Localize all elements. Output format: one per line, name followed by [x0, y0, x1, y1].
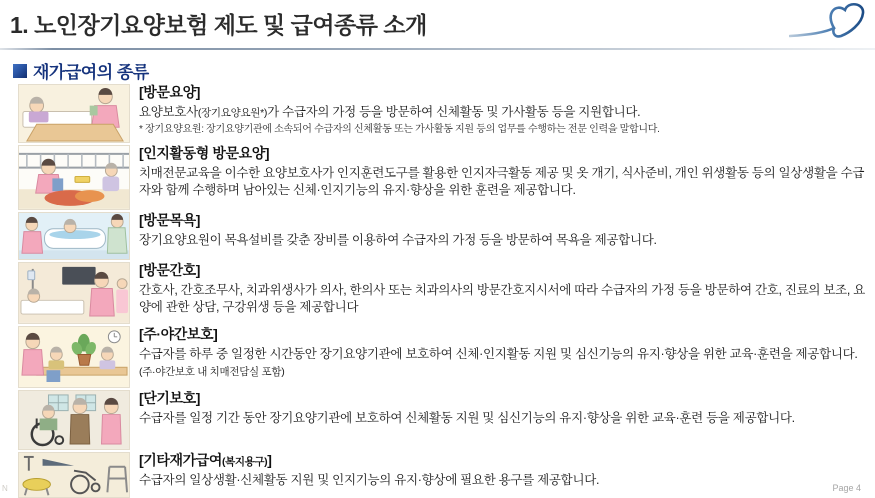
benefit-title: [인지활동형 방문요양]	[139, 145, 270, 161]
page-title: 1. 노인장기요양보험 제도 및 급여종류 소개	[10, 12, 427, 38]
benefit-description: 간호사, 간호조무사, 치과위생사가 의사, 한의사 또는 치과의사의 방문간호지시서에 따라 수급자의 가정 등을 방문하여 간호, 진료의 보조, 요양에 관한 상담, 구강위생 등을 제공합니다	[139, 283, 866, 314]
home-benefit-list	[18, 84, 869, 497]
benefit-title: [방문요양]	[139, 84, 201, 100]
benefit-row-cognitive-care	[18, 145, 869, 209]
title-divider	[0, 48, 875, 50]
benefit-title: [주·야간보호]	[139, 326, 218, 342]
heart-ribbon-icon	[789, 1, 875, 53]
benefit-title: [방문목욕]	[139, 212, 201, 228]
short-term-care-illustration	[18, 390, 130, 450]
benefit-description: 요양보호사(장기요양요원*)가 수급자의 가정 등을 방문하여 신체활동 및 가사활동 등을 지원합니다.	[139, 105, 641, 119]
benefit-description: 수급자를 일정 기간 동안 장기요양기관에 보호하여 신체활동 지원 및 심신기능의 유지·향상을 위한 교육·훈련 등을 제공합니다.	[139, 411, 795, 425]
benefit-title: [단기보호]	[139, 390, 201, 406]
cognitive-activity-care-illustration	[18, 145, 130, 210]
benefit-description: 수급자를 하루 중 일정한 시간동안 장기요양기관에 보호하여 신체·인지활동 지원 및 심신기능의 유지·향상을 위한 교육·훈련을 제공합니다. (주·야간보호 내 치매전담실 포함)	[139, 347, 858, 378]
benefit-row-visiting-nursing	[18, 262, 869, 323]
benefit-row-day-night-care	[18, 326, 869, 387]
benefit-row-welfare-equipment	[18, 452, 869, 497]
square-bullet-icon	[13, 64, 27, 78]
benefit-description: 장기요양요원이 목욕설비를 갖춘 장비를 이용하여 수급자의 가정 등을 방문하여 목욕을 제공합니다.	[139, 233, 657, 247]
visiting-care-illustration	[18, 84, 130, 143]
visiting-nursing-illustration	[18, 262, 130, 324]
day-night-care-illustration	[18, 326, 130, 388]
benefit-row-short-term-care	[18, 390, 869, 449]
benefit-title: [방문간호]	[139, 262, 201, 278]
benefit-footnote: * 장기요양요원: 장기요양기관에 소속되어 수급자의 신체활동 또는 가사활동 지원 등의 업무를 수행하는 전문 인력을 말합니다.	[139, 124, 660, 135]
section-heading	[13, 58, 149, 83]
benefit-title: [기타재가급여(복지용구)]	[139, 452, 272, 468]
welfare-equipment-illustration	[18, 452, 130, 498]
watermark: N	[2, 484, 8, 493]
benefit-row-visiting-bath	[18, 212, 869, 259]
benefit-description: 수급자의 일상생활·신체활동 지원 및 인지기능의 유지·향상에 필요한 용구를 제공합니다.	[139, 473, 600, 487]
page-number: Page 4	[832, 483, 861, 493]
section-heading-label: 재가급여의 종류	[33, 63, 149, 82]
benefit-description: 치매전문교육을 이수한 요양보호사가 인지훈련도구를 활용한 인지자극활동 제공 및 옷 개기, 식사준비, 개인 위생활동 등의 일상생활을 수급자와 함께 수행하며 남아있는 신체·인지기능의 유지·향상을 위한 훈련을 제공합니다.	[139, 166, 865, 197]
benefit-row-visiting-care	[18, 84, 869, 142]
visiting-bath-illustration	[18, 212, 130, 260]
